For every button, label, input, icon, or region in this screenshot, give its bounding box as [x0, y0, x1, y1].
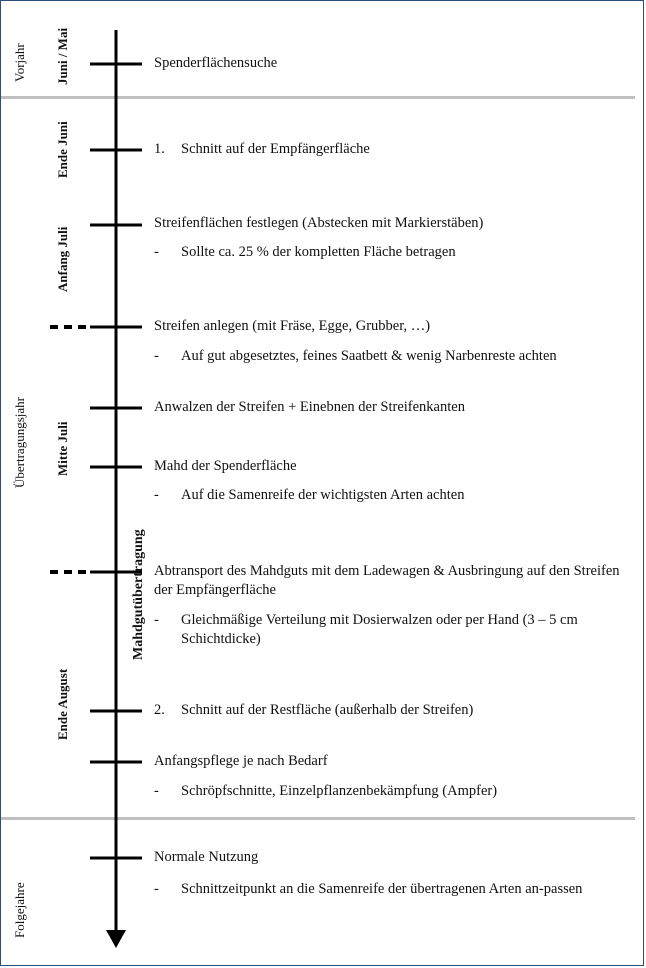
step-abtransport: Abtransport des Mahdguts mit dem Ladewagen & Ausbringung auf den Streifen der Empfängerfläche — [154, 563, 620, 598]
step-mahd-detail: Auf die Samenreife der wichtigsten Arten achten — [181, 487, 465, 503]
bullet-dash: - — [154, 348, 159, 364]
period-label-ende-juni: Ende Juni — [55, 121, 70, 178]
section-label-vorjahr: Vorjahr — [12, 43, 27, 82]
bullet-dash: - — [154, 244, 159, 260]
step-schnitt1: Schnitt auf der Empfängerfläche — [181, 141, 370, 157]
step-streifen-festlegen-detail: Sollte ca. 25 % der kompletten Fläche betragen — [181, 244, 456, 260]
step-spenderflaechensuche: Spenderflächensuche — [154, 55, 278, 71]
period-label-juni-mai: Juni / Mai — [55, 27, 70, 85]
step-schnitt2-number: 2. — [154, 702, 165, 718]
step-abtransport-detail: Gleichmäßige Verteilung mit Dosierwalzen oder per Hand (3 – 5 cm Schichtdicke) — [181, 612, 578, 647]
period-label-mitte-juli: Mitte Juli — [55, 421, 70, 476]
period-label-ende-august: Ende August — [55, 668, 70, 740]
bullet-dash: - — [154, 881, 159, 897]
step-streifen-festlegen: Streifenflächen festlegen (Abstecken mit Markierstäben) — [154, 215, 484, 231]
step-anfangspflege-detail: Schröpfschnitte, Einzelpflanzenbekämpfung (Ampfer) — [181, 783, 498, 799]
step-anfangspflege: Anfangspflege je nach Bedarf — [154, 753, 328, 769]
bullet-dash: - — [154, 487, 159, 503]
step-streifen-anlegen-detail: Auf gut abgesetztes, feines Saatbett & wenig Narbenreste achten — [181, 348, 557, 364]
step-schnitt1-number: 1. — [154, 141, 165, 157]
bullet-dash: - — [154, 783, 159, 799]
section-label-uebertragungsjahr: Übertragungsjahr — [12, 397, 27, 488]
axis-arrowhead — [106, 930, 126, 948]
bullet-dash: - — [154, 612, 159, 628]
period-label-anfang-juli: Anfang Juli — [55, 226, 70, 292]
mahdgut-label: Mahdgutübertragung — [131, 529, 146, 660]
step-anwalzen: Anwalzen der Streifen + Einebnen der Streifenkanten — [154, 399, 465, 415]
step-mahd: Mahd der Spenderfläche — [154, 458, 297, 474]
step-streifen-anlegen: Streifen anlegen (mit Fräse, Egge, Grubber, …) — [154, 318, 431, 334]
step-schnitt2: Schnitt auf der Restfläche (außerhalb der Streifen) — [181, 702, 474, 718]
step-normale-nutzung: Normale Nutzung — [154, 849, 259, 865]
step-normale-nutzung-detail: Schnittzeitpunkt an die Samenreife der übertragenen Arten an-passen — [181, 881, 583, 897]
section-label-folgejahre: Folgejahre — [12, 882, 27, 938]
